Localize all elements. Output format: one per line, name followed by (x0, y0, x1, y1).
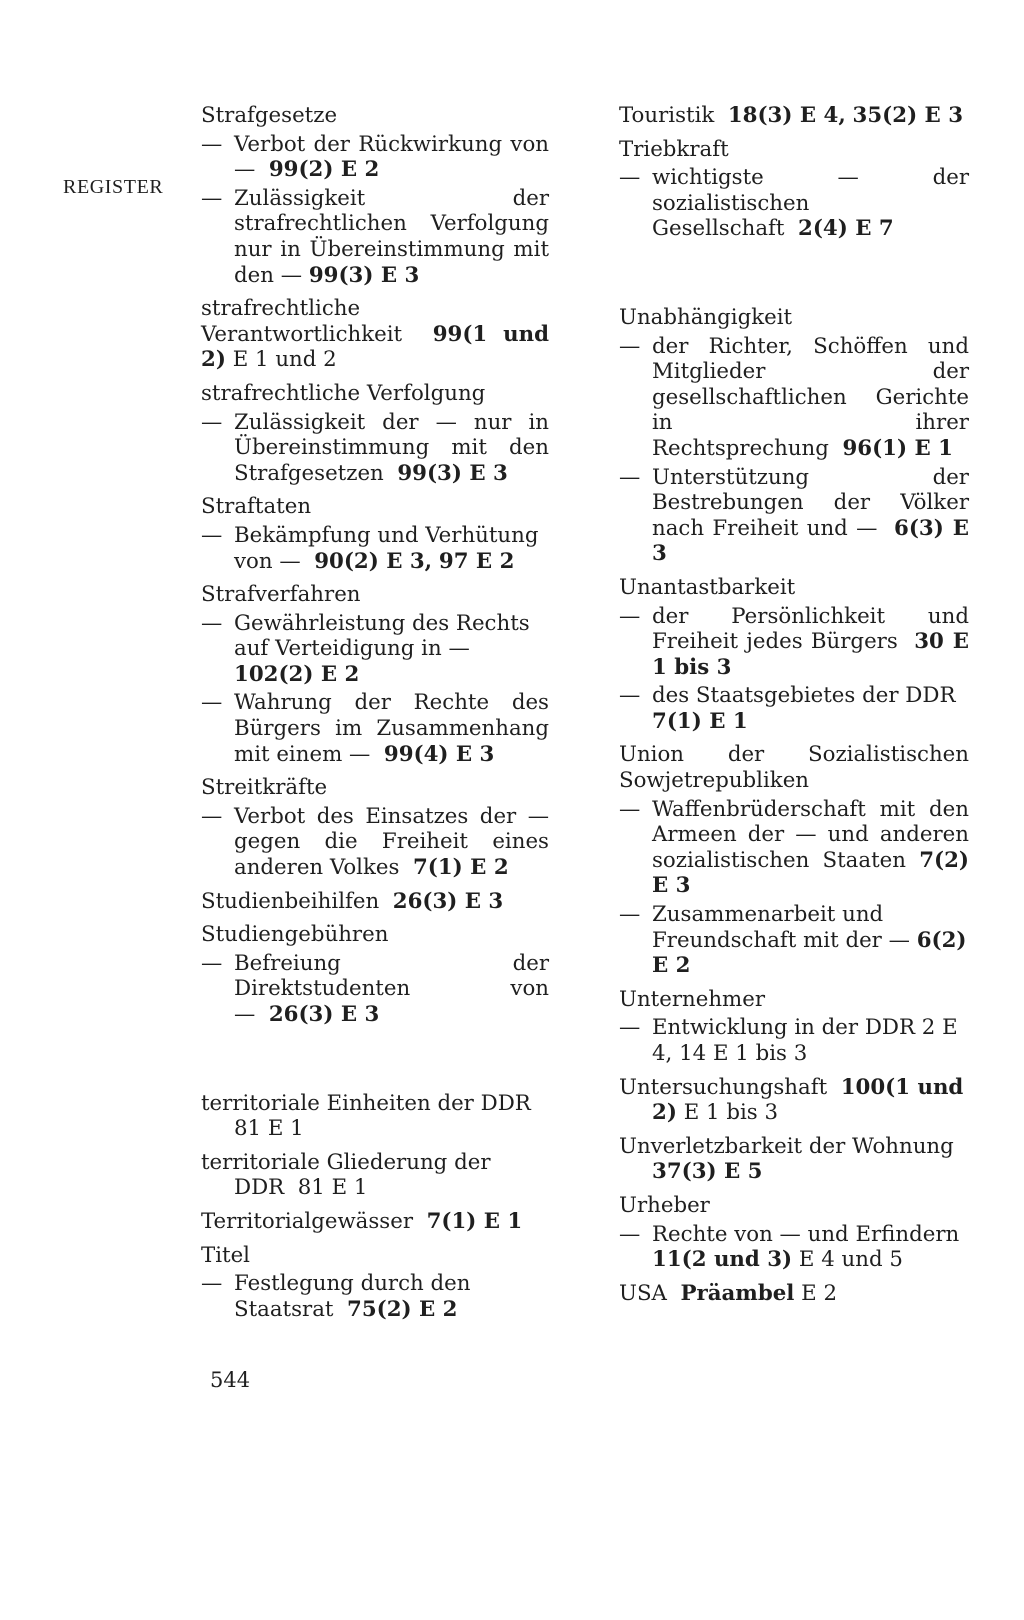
subentry-text: Bekämpfung und Verhütung von — (234, 522, 539, 574)
dash-marker: — (619, 1221, 641, 1247)
subentry (619, 797, 969, 899)
subentry-text-with-ref (652, 165, 969, 242)
subentry-text-with-ref (234, 690, 549, 767)
dash-marker: — (619, 1015, 641, 1041)
subentry (619, 465, 969, 567)
subentry (619, 683, 969, 734)
page-reference: 100(1 und 2) (652, 1074, 964, 1126)
entry-heading: Unantastbarkeit (619, 574, 796, 600)
entry-heading: Streitkräfte (201, 775, 328, 801)
page-reference: 99(4) E 3 (383, 741, 495, 767)
page-reference: 99(1 und 2) (201, 321, 549, 373)
page-reference: 26(3) E 3 (392, 888, 504, 914)
index-entry-unternehmer (619, 987, 969, 1067)
subentry-text-with-ref (652, 683, 969, 734)
index-entry-territoriale-einheiten (201, 1091, 549, 1142)
subentry (619, 604, 969, 681)
subentry-text: der Richter, Schöffen und Mitglieder der gesellschaftlichen Gerichte in ihrer Rechtsprechung (652, 333, 969, 461)
dash-marker: — (201, 409, 223, 435)
entry-text: USA (619, 1280, 667, 1306)
subentry-text: Festlegung durch den Staatsrat (234, 1271, 471, 1322)
letter-group-spacer (619, 250, 969, 305)
page-reference: 2(4) E 7 (798, 216, 894, 242)
dash-marker: — (619, 683, 641, 709)
subentry (619, 1015, 969, 1066)
page-reference: 26(3) E 3 (268, 1002, 380, 1027)
entry-heading: Triebkraft (619, 136, 729, 162)
subentry (201, 523, 549, 574)
page-reference-tail: E 1 und 2 (232, 347, 337, 373)
subentry-text: Entwicklung in der DDR (652, 1015, 916, 1041)
index-entry-unabhaengigkeit (619, 305, 969, 567)
page-reference-tail: E 4 und 5 (798, 1247, 903, 1273)
subentry (201, 690, 549, 767)
subentry (201, 1271, 549, 1322)
subentry-text: Waffenbrüderschaft mit den Armeen der — und anderen sozialistischen Staaten (652, 796, 969, 873)
subentry (201, 611, 549, 688)
subentry (201, 804, 549, 881)
index-entry-untersuchungshaft (619, 1075, 969, 1126)
entry-heading: Union der Sozialistischen Sowjetrepubliken (619, 742, 969, 794)
subentry-text-with-ref (234, 611, 549, 688)
page-reference: 11(2 und 3) (652, 1247, 793, 1273)
dash-marker: — (619, 603, 641, 629)
dash-marker: — (201, 690, 223, 716)
entry-text: territoriale Einheiten der DDR (201, 1090, 531, 1116)
right-index-column (619, 103, 969, 1314)
subentry (619, 334, 969, 462)
subentry-text: Befreiung der Direktstudenten von — (234, 950, 549, 1027)
subentry (201, 132, 549, 183)
dash-marker: — (619, 464, 641, 490)
dash-marker: — (201, 803, 223, 829)
entry-text: Untersuchungshaft (619, 1074, 828, 1100)
subentry (201, 186, 549, 288)
subentry-text-with-ref (234, 951, 549, 1028)
index-entry-unverletzbarkeit (619, 1134, 969, 1185)
subentry-text-with-ref (234, 132, 549, 183)
entry-heading: Titel (201, 1242, 250, 1268)
index-entry-territoriale-gliederung (201, 1150, 549, 1201)
page-reference: 90(2) E 3, (314, 548, 433, 574)
subentry-text-with-ref (234, 523, 549, 574)
entry-heading: Unabhängigkeit (619, 304, 793, 330)
subentry (619, 902, 969, 979)
page-reference: 75(2) E 2 (347, 1296, 458, 1322)
subentry-text: der Persönlichkeit und Freiheit jedes Bürgers (652, 603, 969, 655)
register-section-label: REGISTER (63, 176, 164, 198)
left-index-column (201, 103, 549, 1330)
subentry-text-with-ref (652, 604, 969, 681)
page-reference: 81 E 1 (297, 1175, 368, 1201)
page-reference: 7(1) E 1 (426, 1208, 523, 1234)
page-reference: 6(3) E 3 (652, 515, 970, 567)
entry-heading: Straftaten (201, 494, 312, 520)
page-reference: 97 E 2 (438, 548, 515, 574)
dash-marker: — (201, 131, 223, 157)
subentry-text: Verbot des Einsatzes der — gegen die Freiheit eines anderen Volkes (234, 803, 549, 881)
subentry-text: Verbot der Rückwirkung von — (234, 131, 549, 183)
index-entry-straftaten (201, 494, 549, 574)
subentry-text-with-ref (652, 1015, 969, 1066)
subentry-text: Wahrung der Rechte des Bürgers im Zusammenhang mit einem — (234, 690, 549, 767)
dash-marker: — (619, 796, 641, 822)
index-entry-strafgesetze (201, 103, 549, 288)
subentry-text: des Staatsgebietes der DDR (652, 683, 956, 709)
subentry (201, 951, 549, 1028)
page-reference: 7(1) E 2 (412, 855, 509, 881)
dash-marker: — (201, 522, 223, 548)
dash-marker: — (201, 610, 223, 636)
index-entry-strafrechtliche-verfolgung (201, 381, 549, 486)
index-entry-strafverfahren (201, 582, 549, 767)
subentry-text: wichtigste — der sozialistischen Gesellschaft (652, 165, 969, 242)
index-entry-usa (619, 1281, 969, 1307)
page-reference: 99(2) E 2 (268, 157, 380, 183)
entry-heading: Urheber (619, 1192, 710, 1218)
entry-heading: strafrechtliche Verfolgung (201, 380, 486, 406)
page-reference: 37(3) E 5 (652, 1159, 763, 1185)
index-entry-unantastbarkeit (619, 575, 969, 735)
page-number: 544 (210, 1368, 251, 1392)
subentry-text-with-ref (234, 410, 549, 487)
subentry-text-with-ref (652, 465, 969, 567)
page-reference: 102(2) E 2 (234, 661, 360, 687)
entry-heading: Studiengebühren (201, 922, 389, 948)
subentry-text-with-ref (234, 804, 549, 881)
subentry-text: Unterstützung der Bestrebungen der Völker nach Freiheit und — (652, 464, 969, 541)
entry-heading: Strafverfahren (201, 582, 361, 608)
subentry (619, 165, 969, 242)
subentry-text: Gewährleistung des Rechts auf Verteidigung in — (234, 610, 530, 662)
subentry-text-with-ref (652, 797, 969, 899)
dash-marker: — (201, 950, 223, 976)
index-entry-touristik (619, 103, 969, 129)
page-reference: 99(3) E 3 (308, 262, 420, 288)
index-entry-streitkraefte (201, 775, 549, 880)
entry-text: Unverletzbarkeit der Wohnung (619, 1133, 954, 1159)
letter-group-spacer (201, 1036, 549, 1091)
subentry-text-with-ref (234, 186, 549, 288)
subentry (201, 410, 549, 487)
subentry-text-with-ref (652, 902, 969, 979)
subentry-text-with-ref (234, 1271, 549, 1322)
page-reference: 81 E 1 (234, 1116, 304, 1142)
entry-text: strafrechtliche Verantwortlichkeit (201, 296, 403, 347)
subentry (619, 1222, 969, 1273)
page-reference-tail: E 1 bis 3 (683, 1100, 779, 1126)
page-reference: 2 E 4, 14 E 1 bis 3 (652, 1015, 958, 1066)
dash-marker: — (619, 902, 641, 928)
page-reference-tail: E 2 (801, 1280, 838, 1306)
entry-text: Territorialgewässer (201, 1208, 414, 1234)
page-reference: 6(2) E 2 (652, 927, 967, 979)
entry-text: Studienbeihilfen (201, 888, 380, 914)
subentry-text-with-ref (652, 334, 969, 462)
entry-text: territoriale Gliederung der DDR (201, 1149, 491, 1201)
index-entry-strafrechtliche-verantwortlichkeit (201, 296, 549, 373)
index-entry-titel (201, 1243, 549, 1323)
page-reference: 96(1) E 1 (842, 435, 953, 461)
dash-marker: — (619, 333, 641, 359)
entry-text-with-ref (201, 296, 549, 373)
subentry-text: Zulässigkeit der — nur in Übereinstimmung mit den Strafgesetzen (234, 409, 549, 486)
index-entry-studienbeihilfen (201, 889, 549, 915)
subentry-text-with-ref (652, 1222, 969, 1273)
page-reference: 7(1) E 1 (652, 708, 748, 734)
subentry-text: Zusammenarbeit und Freundschaft mit der — (652, 902, 910, 953)
index-entry-studiengebuehren (201, 922, 549, 1027)
index-entry-triebkraft (619, 137, 969, 242)
entry-heading: Strafgesetze (201, 103, 338, 128)
page-reference: 18(3) E 4, (727, 103, 846, 128)
page-reference: Präambel (680, 1280, 795, 1306)
index-entry-urheber (619, 1193, 969, 1273)
page-reference: 30 E 1 bis 3 (652, 629, 969, 680)
dash-marker: — (201, 1271, 223, 1297)
index-entry-union-sowjetrepubliken (619, 742, 969, 978)
page-reference: 99(3) E 3 (397, 460, 508, 486)
index-entry-territorialgewaesser (201, 1209, 549, 1235)
entry-heading: Unternehmer (619, 986, 766, 1012)
page-reference: 7(2) E 3 (652, 847, 969, 899)
page-reference: 35(2) E 3 (852, 103, 964, 128)
entry-text: Touristik (619, 103, 715, 128)
subentry-text: Rechte von — und Erfindern (652, 1221, 960, 1247)
dash-marker: — (619, 165, 641, 191)
dash-marker: — (201, 185, 223, 211)
subentry-text: Zulässigkeit der strafrechtlichen Verfolgung nur in Übereinstimmung mit den — (234, 185, 549, 288)
